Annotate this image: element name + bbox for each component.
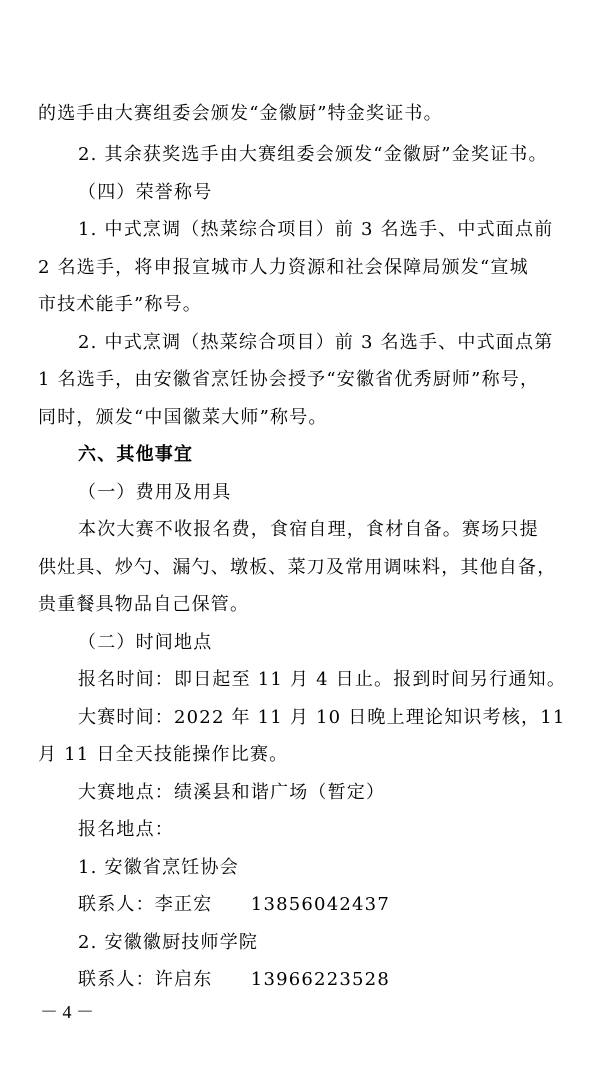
text-line: 1. 安徽省烹饪协会 — [78, 857, 239, 878]
text-line: 2 名选手，将申报宣城市人力资源和社会保障局颁发“宣城 — [38, 257, 529, 278]
text-line: 贵重餐具物品自己保管。 — [38, 594, 250, 615]
text-line: 报名时间：即日起至 11 月 4 日止。报到时间另行通知。 — [78, 669, 567, 690]
contact-line: 联系人：李正宏 13856042437 — [78, 894, 390, 915]
text-line: 同时，颁发“中国徽菜大师”称号。 — [38, 407, 328, 428]
section-subheading: （一）费用及用具 — [78, 482, 232, 503]
text-line: 2. 安徽徽厨技师学院 — [78, 932, 259, 953]
text-line: 2. 其余获奖选手由大赛组委会颁发“金徽厨”金奖证书。 — [78, 144, 548, 165]
text-line: 大赛地点：绩溪县和谐广场（暂定） — [78, 782, 386, 803]
text-line: 供灶具、炒勺、漏勺、墩板、菜刀及常用调味料，其他自备， — [38, 557, 557, 578]
contact-line: 联系人：许启东 13966223528 — [78, 969, 390, 990]
text-line: 1. 中式烹调（热菜综合项目）前 3 名选手、中式面点前 — [78, 219, 554, 240]
section-subheading: （二）时间地点 — [78, 632, 213, 653]
text-line: 报名地点： — [78, 819, 174, 840]
text-line: 1 名选手，由安徽省烹饪协会授予“安徽省优秀厨师”称号， — [38, 369, 540, 390]
section-subheading: （四）荣誉称号 — [78, 182, 213, 203]
text-line: 的选手由大赛组委会颁发“金徽厨”特金奖证书。 — [38, 103, 443, 124]
text-line: 本次大赛不收报名费，食宿自理，食材自备。赛场只提 — [78, 519, 539, 540]
page-number: － 4 － — [40, 1002, 94, 1022]
section-heading: 六、其他事宜 — [78, 444, 194, 465]
text-line: 市技术能手”称号。 — [38, 294, 203, 315]
text-line: 大赛时间：2022 年 11 月 10 日晚上理论知识考核，11 — [78, 707, 566, 728]
text-line: 2. 中式烹调（热菜综合项目）前 3 名选手、中式面点第 — [78, 332, 554, 353]
text-line: 月 11 日全天技能操作比赛。 — [38, 744, 289, 765]
